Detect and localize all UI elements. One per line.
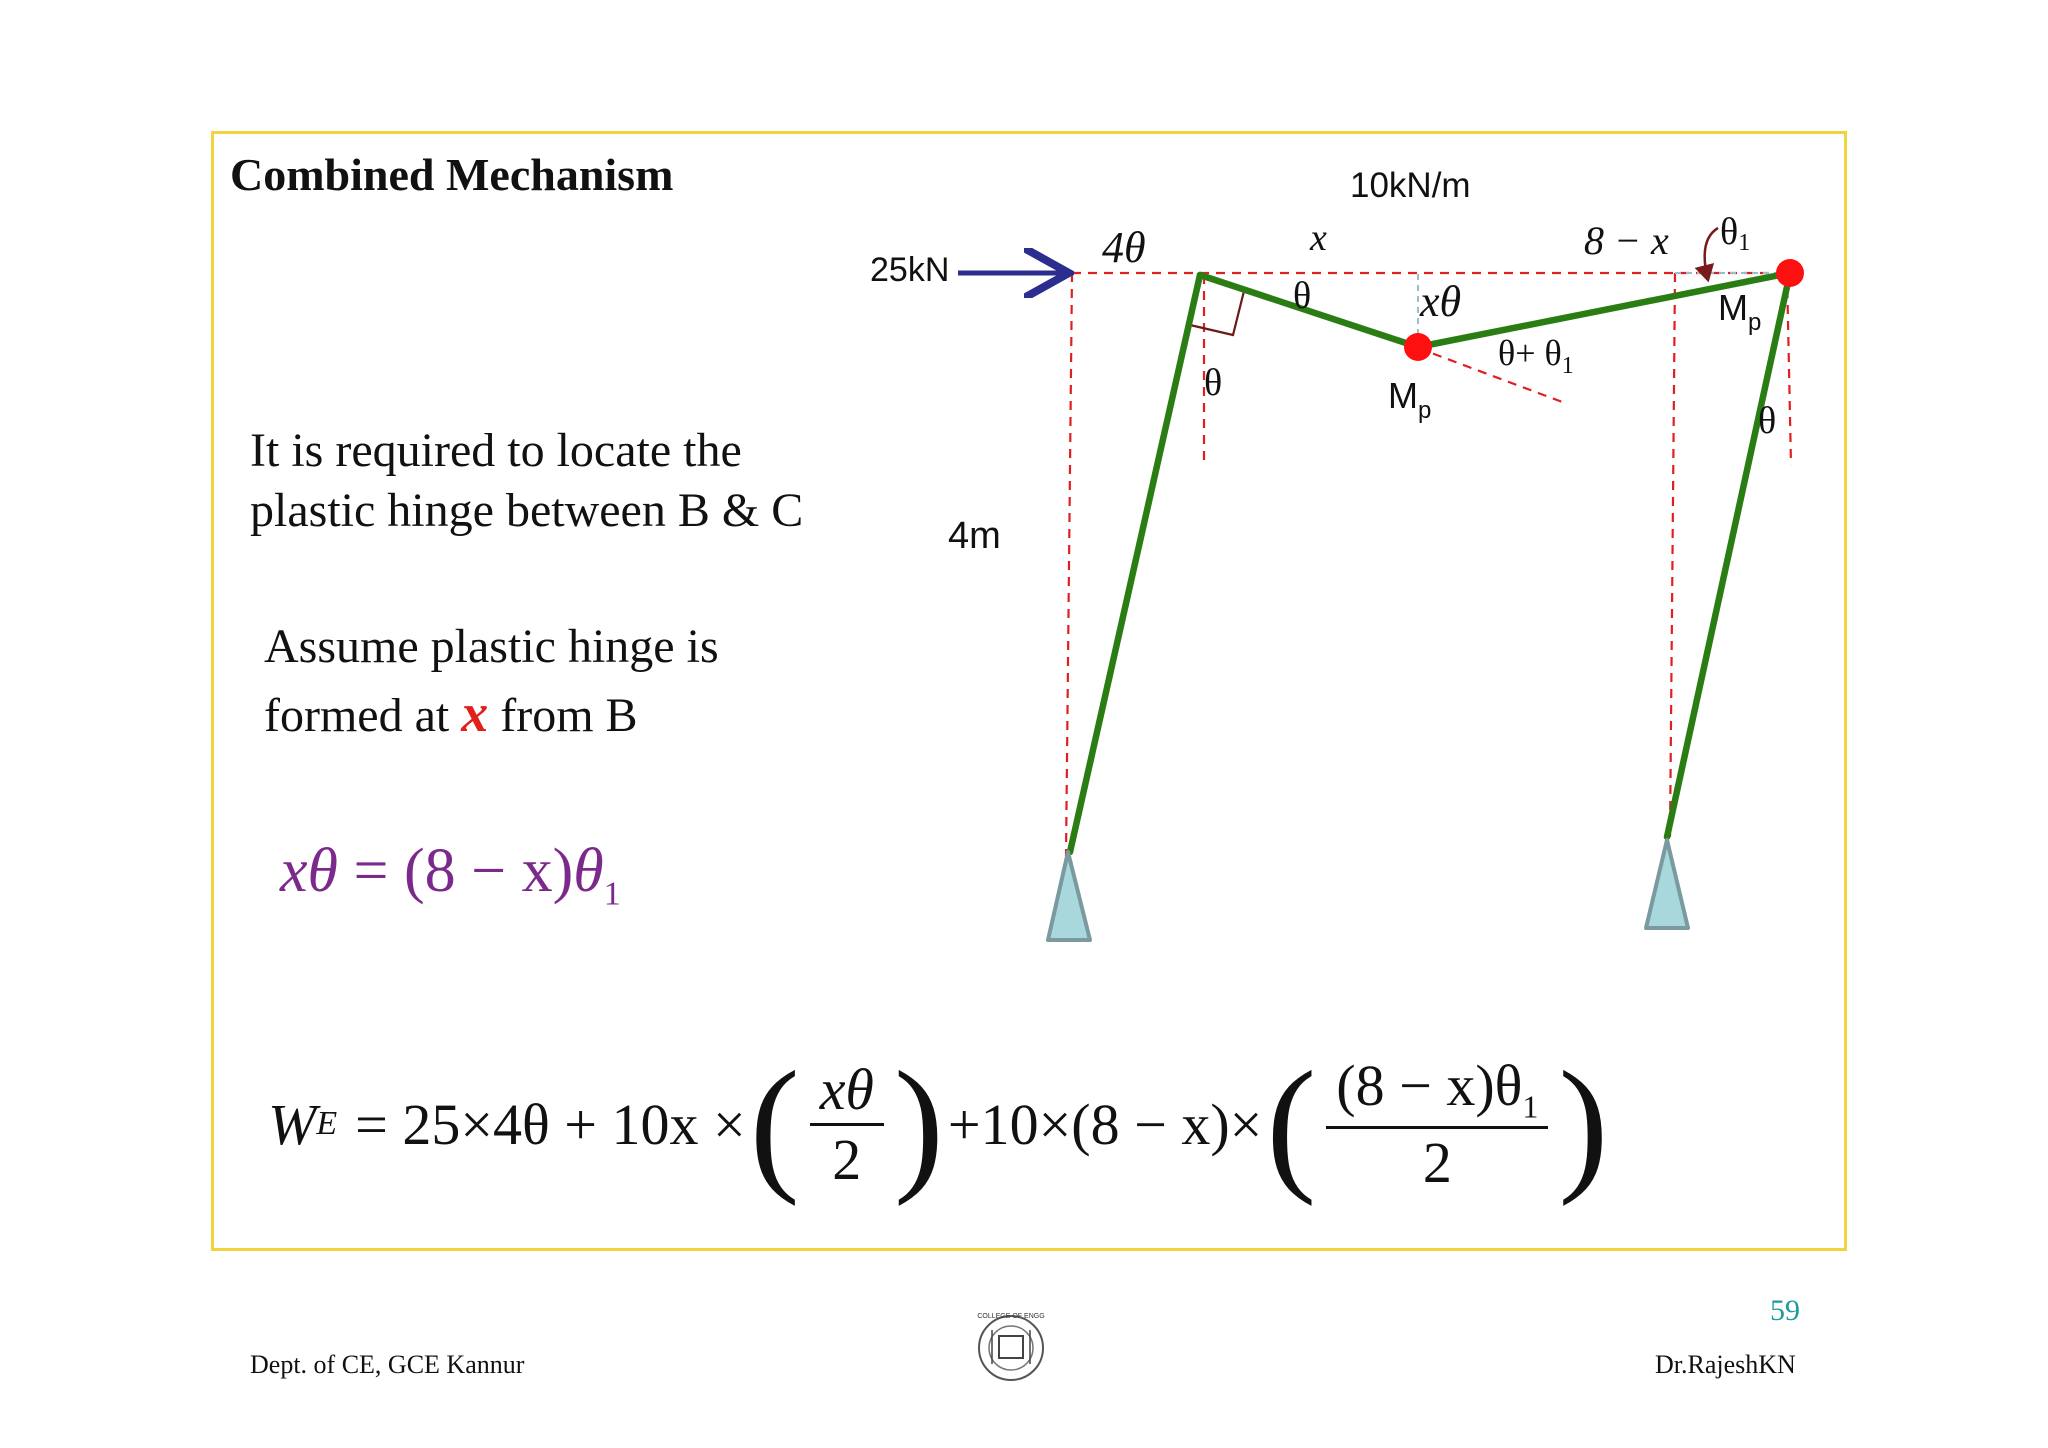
support-right: [1646, 840, 1688, 928]
page-number: 59: [1770, 1294, 1800, 1327]
x-variable: x: [461, 683, 489, 743]
sway-label: 4θ: [1102, 223, 1146, 272]
footer-dept: Dept. of CE, GCE Kannur: [250, 1350, 525, 1379]
college-logo: [977, 1313, 1044, 1380]
beam-deflection-label: xθ: [1420, 277, 1462, 326]
logo-text: COLLEGE OF ENGG: [977, 1313, 1045, 1320]
text-locate-line2: plastic hinge between B & C: [250, 484, 804, 537]
point-load-label: 25kN: [870, 251, 950, 289]
fraction-1: xθ 2: [810, 1056, 884, 1193]
height-label: 4m: [948, 515, 1001, 557]
text-assume-line1: Assume plastic hinge is: [264, 620, 719, 673]
plastic-hinge-mid: [1404, 333, 1432, 361]
slide-title: Combined Mechanism: [230, 149, 674, 200]
equation-compatibility: $x\theta = (8 - x)\theta_1$: [280, 837, 621, 913]
plastic-hinge-right: [1776, 259, 1804, 287]
footer-author: Dr.RajeshKN: [1655, 1350, 1796, 1379]
right-column: [1667, 273, 1790, 837]
fraction-2: $(8 - x)\theta_1$ 2: [1326, 1052, 1548, 1196]
theta1-label: θ1: [1720, 211, 1751, 256]
beam-theta-label: θ: [1293, 275, 1312, 317]
segment-8-minus-x-label: 8 − x: [1584, 218, 1669, 263]
hinge-mid-moment-label: $M_p$: [1388, 375, 1432, 424]
udl-label: 10kN/m: [1350, 166, 1471, 205]
support-left: [1048, 852, 1090, 940]
right-vertical-reference: [1670, 273, 1675, 837]
angle-sum-label: $\theta+ \theta_1$: [1498, 333, 1574, 379]
left-vertical-reference: [1066, 273, 1072, 856]
text-assume-line2: formed at x from B: [264, 683, 638, 743]
right-column-theta-line: [1787, 273, 1791, 465]
hinge-right-moment-label: $M_p$: [1718, 287, 1762, 336]
equation-external-work: W E = 25×4θ + 10x × ( xθ 2 ) +10×(8 − x)× ( $(8 - x)\theta_1$ 2 ): [268, 1041, 1609, 1207]
right-column-theta-label: θ: [1758, 400, 1777, 442]
segment-x-label: x: [1310, 217, 1327, 259]
frame-members: [1070, 273, 1790, 852]
left-column-theta-label: θ: [1204, 362, 1223, 404]
left-column: [1070, 275, 1200, 852]
text-locate-line1: It is required to locate the: [250, 424, 742, 477]
